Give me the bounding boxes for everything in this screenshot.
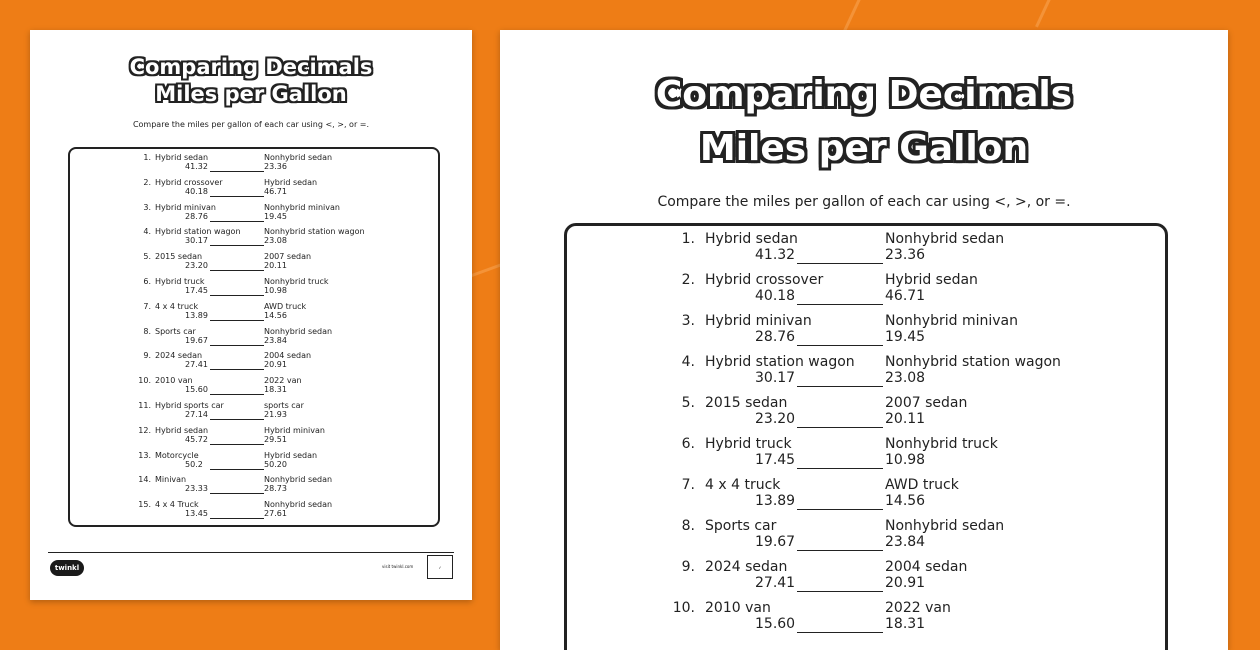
problem-row [70,500,438,522]
right-car-mpg: 10.98 [885,452,926,468]
right-car-mpg: 14.56 [264,310,287,320]
right-car-mpg: 46.71 [885,288,926,304]
answer-blank[interactable] [210,196,264,197]
right-car-mpg: 21.93 [264,410,287,419]
right-car-name: sports car [264,401,304,410]
problem-row [70,203,438,225]
answer-blank[interactable] [210,171,264,172]
right-car-name: Nonhybrid sedan [885,518,1005,534]
answer-blank[interactable] [210,245,264,246]
worksheet-title [30,54,472,108]
right-car-name: Nonhybrid truck [264,277,329,286]
title-line-2: Miles per Gallon [155,82,347,106]
problem-number: 6. [681,436,695,452]
problem-number: 14. [138,475,151,485]
right-car-name: Hybrid sedan [264,177,318,187]
left-car-name: Hybrid truck [705,436,792,452]
problem-number: 13. [138,450,151,460]
problem-row [567,600,1165,638]
problem-number: 10. [672,600,695,616]
problem-number: 15. [138,500,151,510]
left-car-name: 4 x 4 truck [155,301,199,311]
problem-row [70,178,438,200]
left-car-mpg: 13.45 [185,509,208,519]
answer-blank[interactable] [797,550,883,551]
problem-number: 3. [681,313,695,329]
right-car-name: Nonhybrid sedan [264,475,333,485]
quality-badge-icon: ✓ [427,555,453,579]
answer-blank[interactable] [210,518,264,519]
problem-number: 9. [143,351,151,361]
problem-number: 2. [143,177,151,187]
left-car-mpg: 30.17 [755,370,796,386]
left-car-name: Hybrid minivan [155,202,216,212]
problem-number: 6. [143,277,151,286]
left-car-mpg: 30.17 [185,236,208,246]
problem-number: 4. [143,227,151,237]
problem-number: 10. [138,376,151,386]
left-car-name: Hybrid minivan [705,313,812,329]
left-car-name: 4 x 4 Truck [155,500,199,510]
problem-row [567,518,1165,556]
footer-url: visit twinkl.com [382,564,414,569]
answer-blank[interactable] [210,444,264,445]
left-car-name: 2015 sedan [705,395,788,411]
left-car-name: Sports car [155,326,196,336]
left-car-name: 2015 sedan [155,252,203,262]
left-car-mpg: 23.33 [185,484,208,494]
left-car-mpg: 50.2 [185,459,203,469]
left-car-mpg: 40.18 [185,186,208,196]
left-car-name: 2010 van [705,600,771,616]
problem-number: 2. [681,272,695,288]
right-car-mpg: 20.91 [885,575,926,591]
problem-number: 11. [138,401,151,410]
left-car-name: Minivan [155,475,187,485]
problem-row [70,227,438,249]
problem-row [70,426,438,448]
answer-blank[interactable] [210,345,264,346]
answer-blank[interactable] [797,345,883,346]
right-car-name: Nonhybrid minivan [885,313,1018,329]
left-car-name: 4 x 4 truck [705,477,781,493]
right-car-mpg: 10.98 [264,286,287,295]
problem-row [70,401,438,423]
answer-blank[interactable] [210,221,264,222]
title-line-1: Comparing Decimals [129,55,373,79]
problem-number: 12. [138,425,151,435]
problem-row [567,436,1165,474]
left-car-name: 2024 sedan [155,351,203,361]
left-car-name: Hybrid sports car [155,401,224,410]
problem-number: 7. [681,477,695,493]
left-car-mpg: 27.41 [185,360,208,370]
right-car-name: Nonhybrid sedan [264,500,333,510]
right-car-mpg: 20.11 [885,411,926,427]
problem-row [567,477,1165,515]
left-car-mpg: 23.20 [755,411,796,427]
right-car-name: Nonhybrid sedan [885,231,1005,247]
left-car-name: Hybrid sedan [705,231,798,247]
left-car-mpg: 27.14 [185,410,208,419]
problem-number: 1. [681,231,695,247]
answer-blank[interactable] [797,468,883,469]
left-car-mpg: 27.41 [755,575,796,591]
answer-blank[interactable] [210,295,264,296]
left-car-name: Hybrid truck [155,277,205,286]
problem-row [70,351,438,373]
left-car-name: Hybrid sedan [155,425,209,435]
problem-box [68,147,440,527]
left-car-mpg: 17.45 [755,452,796,468]
right-car-name: Nonhybrid station wagon [885,354,1061,370]
answer-blank[interactable] [797,304,883,305]
instructions: Compare the miles per gallon of each car using <, >, or =. [657,194,1071,210]
problem-row [567,231,1165,269]
background-streak [1035,0,1055,28]
problem-number: 3. [143,202,151,212]
left-car-name: Sports car [705,518,777,534]
answer-blank[interactable] [210,320,264,321]
right-car-name: 2007 sedan [885,395,968,411]
instructions: Compare the miles per gallon of each car using <, >, or =. [132,120,370,129]
problem-number: 7. [143,301,151,311]
right-car-mpg: 23.36 [885,247,926,263]
left-car-name: Hybrid station wagon [705,354,855,370]
right-car-mpg: 18.31 [264,385,287,395]
left-car-mpg: 41.32 [185,162,208,171]
worksheet-title [500,68,1228,176]
right-car-mpg: 23.08 [885,370,926,386]
problem-row [70,376,438,398]
right-car-name: Nonhybrid sedan [264,326,333,336]
problem-row [567,272,1165,310]
right-car-mpg: 18.31 [885,616,926,632]
problem-row [70,475,438,497]
answer-blank[interactable] [210,394,264,395]
right-car-name: 2004 sedan [264,351,312,361]
left-car-mpg: 28.76 [755,329,796,345]
right-car-name: 2007 sedan [264,252,312,262]
answer-blank[interactable] [797,509,883,510]
left-car-mpg: 15.60 [185,385,208,395]
problem-box [564,223,1168,650]
left-car-name: Motorcycle [155,450,199,460]
left-car-name: 2010 van [155,376,193,386]
left-car-name: Hybrid crossover [155,177,223,187]
left-car-name: Hybrid crossover [705,272,824,288]
right-car-name: Nonhybrid minivan [264,202,340,212]
right-car-name: 2022 van [264,376,302,386]
title-line-1: Comparing Decimals [655,74,1073,115]
right-car-name: 2022 van [885,600,951,616]
answer-blank[interactable] [210,270,264,271]
left-car-mpg: 17.45 [185,286,208,295]
footer-divider [48,552,454,553]
left-car-mpg: 15.60 [755,616,796,632]
left-car-mpg: 19.67 [185,335,208,345]
left-car-name: Hybrid sedan [155,153,209,162]
right-car-mpg: 23.84 [264,335,287,345]
right-car-mpg: 20.11 [264,261,287,271]
problem-row [567,313,1165,351]
answer-blank[interactable] [797,591,883,592]
left-car-mpg: 19.67 [755,534,796,550]
problem-number: 8. [681,518,695,534]
problem-number: 8. [143,326,151,336]
left-car-mpg: 13.89 [755,493,796,509]
left-car-name: Hybrid station wagon [155,227,241,237]
answer-blank[interactable] [797,427,883,428]
right-car-mpg: 27.61 [264,509,287,519]
problem-number: 9. [681,559,695,575]
left-car-name: 2024 sedan [705,559,788,575]
right-car-mpg: 23.84 [885,534,926,550]
right-car-mpg: 19.45 [264,211,287,221]
problem-number: 5. [143,252,151,262]
problem-row [567,354,1165,392]
answer-blank[interactable] [797,632,883,633]
answer-blank[interactable] [797,386,883,387]
right-car-name: Nonhybrid truck [885,436,998,452]
problem-number: 1. [143,153,151,162]
problem-number: 4. [681,354,695,370]
problem-row [567,559,1165,597]
right-car-mpg: 46.71 [264,186,287,196]
worksheet-preview [500,30,1228,650]
left-car-mpg: 13.89 [185,310,208,320]
twinkl-logo: twinkl [50,560,84,576]
right-car-name: AWD truck [885,477,959,493]
right-car-name: Hybrid sedan [264,450,318,460]
worksheet-thumbnail [30,30,472,600]
right-car-mpg: 29.51 [264,434,287,444]
left-car-mpg: 28.76 [185,211,208,221]
right-car-mpg: 20.91 [264,360,287,370]
right-car-name: Nonhybrid sedan [264,153,333,162]
left-car-mpg: 23.20 [185,261,208,271]
answer-blank[interactable] [210,369,264,370]
right-car-name: 2004 sedan [885,559,968,575]
left-car-mpg: 45.72 [185,434,208,444]
right-car-name: Hybrid sedan [885,272,978,288]
answer-blank[interactable] [210,469,264,470]
right-car-name: AWD truck [264,301,307,311]
title-line-2: Miles per Gallon [699,128,1029,169]
answer-blank[interactable] [210,493,264,494]
problem-row [70,302,438,324]
right-car-mpg: 50.20 [264,459,287,469]
right-car-mpg: 28.73 [264,484,287,494]
left-car-mpg: 40.18 [755,288,796,304]
right-car-name: Hybrid minivan [264,425,325,435]
problem-row [70,327,438,349]
answer-blank[interactable] [797,263,883,264]
problem-row [70,451,438,473]
problem-row [567,395,1165,433]
problem-row [70,277,438,299]
right-car-mpg: 23.08 [264,236,287,246]
left-car-mpg: 41.32 [755,247,796,263]
right-car-mpg: 19.45 [885,329,926,345]
problem-number: 5. [681,395,695,411]
problem-row [70,252,438,274]
right-car-mpg: 23.36 [264,162,287,171]
right-car-mpg: 14.56 [885,493,926,509]
answer-blank[interactable] [210,419,264,420]
right-car-name: Nonhybrid station wagon [264,227,365,237]
problem-row [70,153,438,175]
